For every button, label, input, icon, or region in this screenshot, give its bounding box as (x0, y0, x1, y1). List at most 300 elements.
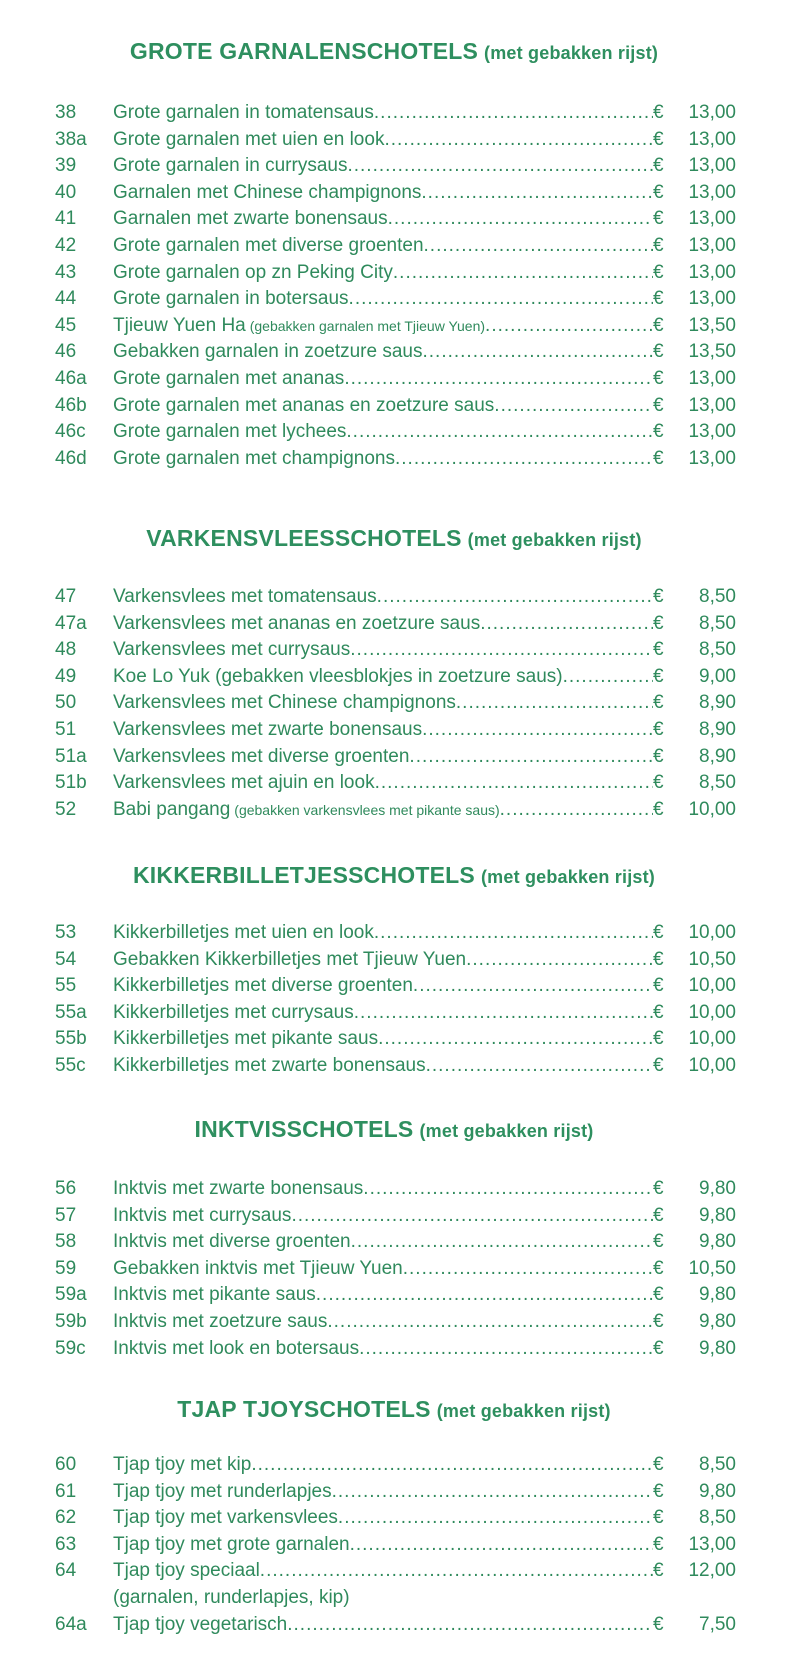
item-number: 38a (55, 128, 87, 150)
item-name-with-leader (113, 920, 653, 947)
menu-item (0, 286, 788, 313)
item-name-with-leader (113, 233, 653, 260)
currency-symbol: € (653, 1054, 664, 1076)
menu-item (0, 180, 788, 207)
menu-item (0, 1000, 788, 1027)
item-name: Grote garnalen in tomatensaus (113, 102, 374, 123)
section-title (0, 525, 788, 552)
menu-item (0, 584, 788, 611)
currency-symbol: € (653, 1310, 664, 1332)
dot-leader (456, 690, 653, 717)
item-name-with-leader (113, 1053, 653, 1080)
currency-symbol: € (653, 1613, 664, 1635)
item-name: Grote garnalen op zn Peking City (113, 261, 393, 283)
dot-leader (316, 1282, 653, 1309)
item-name-with-leader (113, 260, 653, 287)
dot-leader (393, 260, 653, 287)
item-price: 8,90 (699, 718, 736, 740)
dot-leader (351, 1229, 653, 1256)
item-price: 13,00 (688, 261, 736, 283)
item-price: 9,00 (699, 665, 736, 687)
item-price: 13,00 (688, 288, 736, 310)
item-price: 13,00 (688, 447, 736, 469)
section-title-subtitle: (met gebakken rijst) (436, 1401, 611, 1421)
item-price: 13,00 (688, 181, 736, 203)
item-price: 10,00 (688, 1028, 736, 1050)
menu-item (0, 233, 788, 260)
item-name: Inktvis met zoetzure saus (113, 1310, 328, 1332)
dot-leader (346, 419, 653, 446)
currency-symbol: € (653, 1507, 664, 1529)
menu-item (0, 690, 788, 717)
currency-symbol: € (653, 975, 664, 997)
item-name: Gebakken inktvis met Tjieuw Yuen (113, 1257, 403, 1279)
currency-symbol: € (653, 261, 664, 283)
section-title-main: GROTE GARNALENSCHOTELS (129, 38, 479, 64)
item-price: 13,00 (688, 155, 736, 177)
menu-item (0, 206, 788, 233)
dot-leader (422, 339, 653, 366)
dot-leader (347, 153, 653, 180)
currency-symbol: € (653, 639, 664, 661)
item-name-with-leader (113, 1532, 653, 1559)
item-name: Gebakken Kikkerbilletjes met Tjieuw Yuen (113, 948, 467, 970)
dot-leader (466, 947, 653, 974)
item-number: 55 (55, 975, 77, 997)
item-name-with-leader (113, 797, 653, 824)
menu-item (0, 339, 788, 366)
item-price: 9,80 (699, 1231, 736, 1253)
item-price: 13,00 (688, 394, 736, 416)
item-name: Grote garnalen met lychees (113, 421, 347, 443)
menu-item (0, 153, 788, 180)
item-number: 52 (55, 798, 77, 820)
dot-leader (378, 1026, 653, 1053)
menu-item (0, 127, 788, 154)
item-name-with-leader (113, 1452, 653, 1479)
menu-item (0, 1053, 788, 1080)
menu-item (0, 1505, 788, 1532)
menu-item (0, 1532, 788, 1559)
dot-leader (291, 1203, 653, 1230)
currency-symbol: € (653, 394, 664, 416)
section-title-main: VARKENSVLEESSCHOTELS (146, 525, 462, 551)
item-number: 43 (55, 261, 77, 283)
dot-leader (338, 1505, 653, 1532)
menu-item (0, 717, 788, 744)
item-number: 46d (55, 447, 87, 469)
dot-leader (563, 664, 653, 691)
currency-symbol: € (653, 181, 664, 203)
menu-item-list (0, 1452, 788, 1638)
currency-symbol: € (653, 1454, 664, 1475)
dot-leader (500, 797, 653, 824)
item-name-with-leader (113, 127, 653, 154)
item-price: 8,50 (699, 1507, 736, 1529)
item-name-with-leader (113, 1336, 653, 1363)
item-price: 9,80 (699, 1178, 736, 1199)
item-number: 45 (55, 314, 77, 336)
item-number: 51a (55, 745, 87, 767)
currency-symbol: € (653, 772, 664, 794)
menu-item (0, 393, 788, 420)
item-number: 63 (55, 1533, 77, 1555)
item-extra-description: (garnalen, runderlapjes, kip) (113, 1586, 350, 1608)
section-title-subtitle: (met gebakken rijst) (484, 43, 659, 63)
menu-item (0, 313, 788, 340)
section-title-main: INKTVISSCHOTELS (194, 1116, 414, 1142)
dot-leader (374, 920, 653, 947)
item-name-with-leader (113, 1612, 653, 1639)
currency-symbol: € (653, 1028, 664, 1050)
item-number: 42 (55, 234, 77, 256)
item-name-with-leader (113, 664, 653, 691)
item-name: Grote garnalen in currysaus (113, 155, 348, 177)
section-title-main: KIKKERBILLETJESSCHOTELS (132, 862, 475, 888)
dot-leader (403, 1256, 653, 1283)
item-name-with-leader (113, 584, 653, 611)
dot-leader (251, 1452, 653, 1479)
menu-item (0, 1229, 788, 1256)
section-title (0, 1116, 788, 1143)
item-name: Varkensvlees met ajuin en look (113, 772, 375, 794)
item-name: Inktvis met pikante saus (113, 1284, 316, 1306)
item-name: Tjap tjoy vegetarisch (113, 1613, 288, 1635)
menu-item (0, 1256, 788, 1283)
section-title-main: TJAP TJOYSCHOTELS (177, 1396, 431, 1422)
item-name-with-leader (113, 206, 653, 233)
item-number: 58 (55, 1231, 77, 1253)
currency-symbol: € (653, 1257, 664, 1279)
currency-symbol: € (653, 447, 664, 469)
menu-item (0, 920, 788, 947)
menu-item-list (0, 920, 788, 1080)
item-number: 55b (55, 1028, 87, 1050)
currency-symbol: € (653, 1533, 664, 1555)
currency-symbol: € (653, 341, 664, 363)
currency-symbol: € (653, 586, 664, 607)
currency-symbol: € (653, 1284, 664, 1306)
currency-symbol: € (653, 1001, 664, 1023)
item-name-with-leader (113, 947, 653, 974)
section-title (0, 38, 788, 65)
item-name: Inktvis met zwarte bonensaus (113, 1178, 364, 1199)
menu-item (0, 664, 788, 691)
dot-leader (494, 393, 653, 420)
menu-item (0, 1612, 788, 1639)
item-name: Tjap tjoy met kip (113, 1454, 252, 1475)
item-price: 9,80 (699, 1284, 736, 1306)
item-number: 55c (55, 1054, 86, 1076)
item-number: 54 (55, 948, 77, 970)
currency-symbol: € (653, 922, 664, 943)
item-price: 13,00 (688, 128, 736, 150)
currency-symbol: € (653, 102, 664, 123)
currency-symbol: € (653, 367, 664, 389)
item-number: 51b (55, 772, 87, 794)
item-name: Tjap tjoy speciaal (113, 1560, 260, 1582)
item-number: 64a (55, 1613, 87, 1635)
item-name-with-leader (113, 717, 653, 744)
item-name-with-leader (113, 1256, 653, 1283)
item-number: 50 (55, 692, 77, 714)
currency-symbol: € (653, 421, 664, 443)
item-name: Koe Lo Yuk (gebakken vleesblokjes in zoetzure saus) (113, 665, 563, 687)
menu-item (0, 1336, 788, 1363)
item-name: Varkensvlees met currysaus (113, 639, 351, 661)
item-number: 55a (55, 1001, 87, 1023)
menu-item (0, 797, 788, 824)
item-name-with-leader (113, 744, 653, 771)
item-name: Varkensvlees met tomatensaus (113, 586, 377, 607)
currency-symbol: € (653, 665, 664, 687)
item-price: 13,00 (688, 102, 736, 123)
item-name: Kikkerbilletjes met currysaus (113, 1001, 354, 1023)
item-number: 56 (55, 1178, 77, 1199)
menu-item (0, 1309, 788, 1336)
menu-item (0, 1176, 788, 1203)
item-name-with-leader (113, 770, 653, 797)
item-name: Tjieuw Yuen Ha (113, 314, 246, 336)
item-name-with-leader (113, 973, 653, 1000)
item-name-with-leader (113, 366, 653, 393)
item-number: 49 (55, 665, 77, 687)
currency-symbol: € (653, 612, 664, 634)
menu-item (0, 100, 788, 127)
item-price: 10,00 (688, 975, 736, 997)
item-name-with-leader (113, 1000, 653, 1027)
dot-leader (377, 584, 653, 611)
menu-item (0, 1203, 788, 1230)
dot-leader (327, 1309, 653, 1336)
item-name: Garnalen met Chinese champignons (113, 181, 422, 203)
item-price: 13,00 (688, 234, 736, 256)
item-price: 13,50 (688, 341, 736, 363)
dot-leader (480, 611, 653, 638)
item-price: 8,50 (699, 586, 736, 607)
dot-leader (384, 127, 653, 154)
currency-symbol: € (653, 1480, 664, 1502)
dot-leader (349, 286, 653, 313)
item-price: 13,00 (688, 1533, 736, 1555)
currency-symbol: € (653, 1560, 664, 1582)
menu-item (0, 1282, 788, 1309)
item-price: 9,80 (699, 1204, 736, 1226)
currency-symbol: € (653, 155, 664, 177)
item-name: Grote garnalen met ananas en zoetzure saus (113, 394, 495, 416)
dot-leader (424, 233, 653, 260)
item-number: 59b (55, 1310, 87, 1332)
item-name: Grote garnalen met champignons (113, 447, 395, 469)
currency-symbol: € (653, 718, 664, 740)
item-name: Inktvis met look en botersaus (113, 1337, 360, 1359)
item-number: 48 (55, 639, 77, 661)
item-price: 13,00 (688, 367, 736, 389)
item-name: Babi pangang (113, 798, 231, 820)
dot-leader (332, 1479, 653, 1506)
menu-item (0, 744, 788, 771)
item-name-with-leader (113, 286, 653, 313)
item-name-with-leader (113, 637, 653, 664)
item-number: 38 (55, 102, 77, 123)
menu-item (0, 947, 788, 974)
dot-leader (287, 1612, 653, 1639)
item-name: Kikkerbilletjes met diverse groenten (113, 975, 413, 997)
currency-symbol: € (653, 798, 664, 820)
currency-symbol: € (653, 1204, 664, 1226)
menu-item (0, 611, 788, 638)
item-name: Grote garnalen in botersaus (113, 288, 349, 310)
dot-leader (260, 1558, 653, 1585)
item-name: Varkensvlees met zwarte bonensaus (113, 718, 423, 740)
dot-leader (354, 1000, 653, 1027)
section-title (0, 1396, 788, 1423)
dot-leader (374, 100, 653, 127)
item-number: 46 (55, 341, 77, 363)
menu-item (0, 446, 788, 473)
dot-leader (422, 717, 653, 744)
item-number: 59a (55, 1284, 87, 1306)
item-name-with-leader (113, 1229, 653, 1256)
item-name: Grote garnalen met diverse groenten (113, 234, 424, 256)
item-name: Tjap tjoy met runderlapjes (113, 1480, 332, 1502)
item-name: Varkensvlees met diverse groenten (113, 745, 410, 767)
item-name-with-leader (113, 1203, 653, 1230)
item-number: 47a (55, 612, 87, 634)
dot-leader (375, 770, 653, 797)
item-number: 44 (55, 288, 77, 310)
item-name-with-leader (113, 1479, 653, 1506)
item-name: Inktvis met currysaus (113, 1204, 292, 1226)
item-name-with-leader (113, 690, 653, 717)
item-name-with-leader (113, 313, 653, 340)
menu-item (0, 770, 788, 797)
item-name-with-leader (113, 1176, 653, 1203)
item-price: 10,50 (688, 948, 736, 970)
item-price: 8,50 (699, 1454, 736, 1475)
item-name: Kikkerbilletjes met uien en look (113, 922, 374, 943)
menu-item (0, 1452, 788, 1479)
item-name-with-leader (113, 393, 653, 420)
menu-item (0, 419, 788, 446)
item-price: 13,00 (688, 421, 736, 443)
item-number: 64 (55, 1560, 77, 1582)
menu-item (0, 1026, 788, 1053)
item-name: Tjap tjoy met grote garnalen (113, 1533, 350, 1555)
item-number: 62 (55, 1507, 77, 1529)
item-number: 59c (55, 1337, 86, 1359)
item-price: 13,00 (688, 208, 736, 230)
dot-leader (388, 206, 653, 233)
item-name-with-leader (113, 153, 653, 180)
item-name-with-leader (113, 339, 653, 366)
item-number: 57 (55, 1204, 77, 1226)
item-price: 8,50 (699, 639, 736, 661)
item-price: 10,50 (688, 1257, 736, 1279)
item-price: 9,80 (699, 1310, 736, 1332)
item-price: 8,90 (699, 745, 736, 767)
dot-leader (485, 313, 653, 340)
currency-symbol: € (653, 288, 664, 310)
item-number: 39 (55, 155, 77, 177)
item-number: 61 (55, 1480, 77, 1502)
item-name: Inktvis met diverse groenten (113, 1231, 351, 1253)
item-name: Tjap tjoy met varkensvlees (113, 1507, 338, 1529)
item-name: Kikkerbilletjes met zwarte bonensaus (113, 1054, 426, 1076)
item-name-with-leader (113, 611, 653, 638)
dot-leader (350, 637, 653, 664)
section-title (0, 862, 788, 889)
item-number: 59 (55, 1257, 77, 1279)
item-price: 13,50 (688, 314, 736, 336)
dot-leader (426, 1053, 653, 1080)
item-price: 10,00 (688, 798, 736, 820)
dot-leader (421, 180, 653, 207)
currency-symbol: € (653, 1337, 664, 1359)
menu-item (0, 973, 788, 1000)
item-name: Kikkerbilletjes met pikante saus (113, 1028, 379, 1050)
item-number: 60 (55, 1454, 77, 1475)
item-number: 46a (55, 367, 87, 389)
item-number: 51 (55, 718, 77, 740)
dot-leader (395, 446, 653, 473)
currency-symbol: € (653, 1178, 664, 1199)
dot-leader (409, 744, 653, 771)
menu-item-extra (0, 1585, 788, 1612)
item-price: 8,50 (699, 772, 736, 794)
item-name-with-leader (113, 180, 653, 207)
menu-item (0, 637, 788, 664)
item-price: 10,00 (688, 1054, 736, 1076)
menu-item-list (0, 1176, 788, 1362)
item-note: (gebakken garnalen met Tjieuw Yuen) (249, 317, 486, 334)
currency-symbol: € (653, 1231, 664, 1253)
dot-leader (344, 366, 653, 393)
item-name-with-leader (113, 100, 653, 127)
item-name-with-leader (113, 446, 653, 473)
dot-leader (363, 1176, 653, 1203)
currency-symbol: € (653, 128, 664, 150)
item-number: 47 (55, 586, 77, 607)
item-price: 7,50 (699, 1613, 736, 1635)
item-name-with-leader (113, 1309, 653, 1336)
item-price: 9,80 (699, 1480, 736, 1502)
item-name: Varkensvlees met ananas en zoetzure saus (113, 612, 481, 634)
section-title-subtitle: (met gebakken rijst) (480, 867, 656, 887)
menu-item (0, 1558, 788, 1585)
item-price: 8,50 (699, 612, 736, 634)
item-name-with-leader (113, 419, 653, 446)
currency-symbol: € (653, 314, 664, 336)
item-price: 10,00 (688, 1001, 736, 1023)
dot-leader (359, 1336, 653, 1363)
item-name-with-leader (113, 1558, 653, 1585)
item-number: 46b (55, 394, 87, 416)
section-title-subtitle: (met gebakken rijst) (467, 530, 642, 550)
item-number: 53 (55, 922, 77, 943)
item-name-with-leader (113, 1026, 653, 1053)
item-number: 46c (55, 421, 86, 443)
item-price: 12,00 (688, 1560, 736, 1582)
currency-symbol: € (653, 692, 664, 714)
currency-symbol: € (653, 948, 664, 970)
dot-leader (350, 1532, 653, 1559)
currency-symbol: € (653, 208, 664, 230)
menu-item-list (0, 584, 788, 823)
item-name: Grote garnalen met ananas (113, 367, 345, 389)
item-price: 9,80 (699, 1337, 736, 1359)
menu-item (0, 366, 788, 393)
